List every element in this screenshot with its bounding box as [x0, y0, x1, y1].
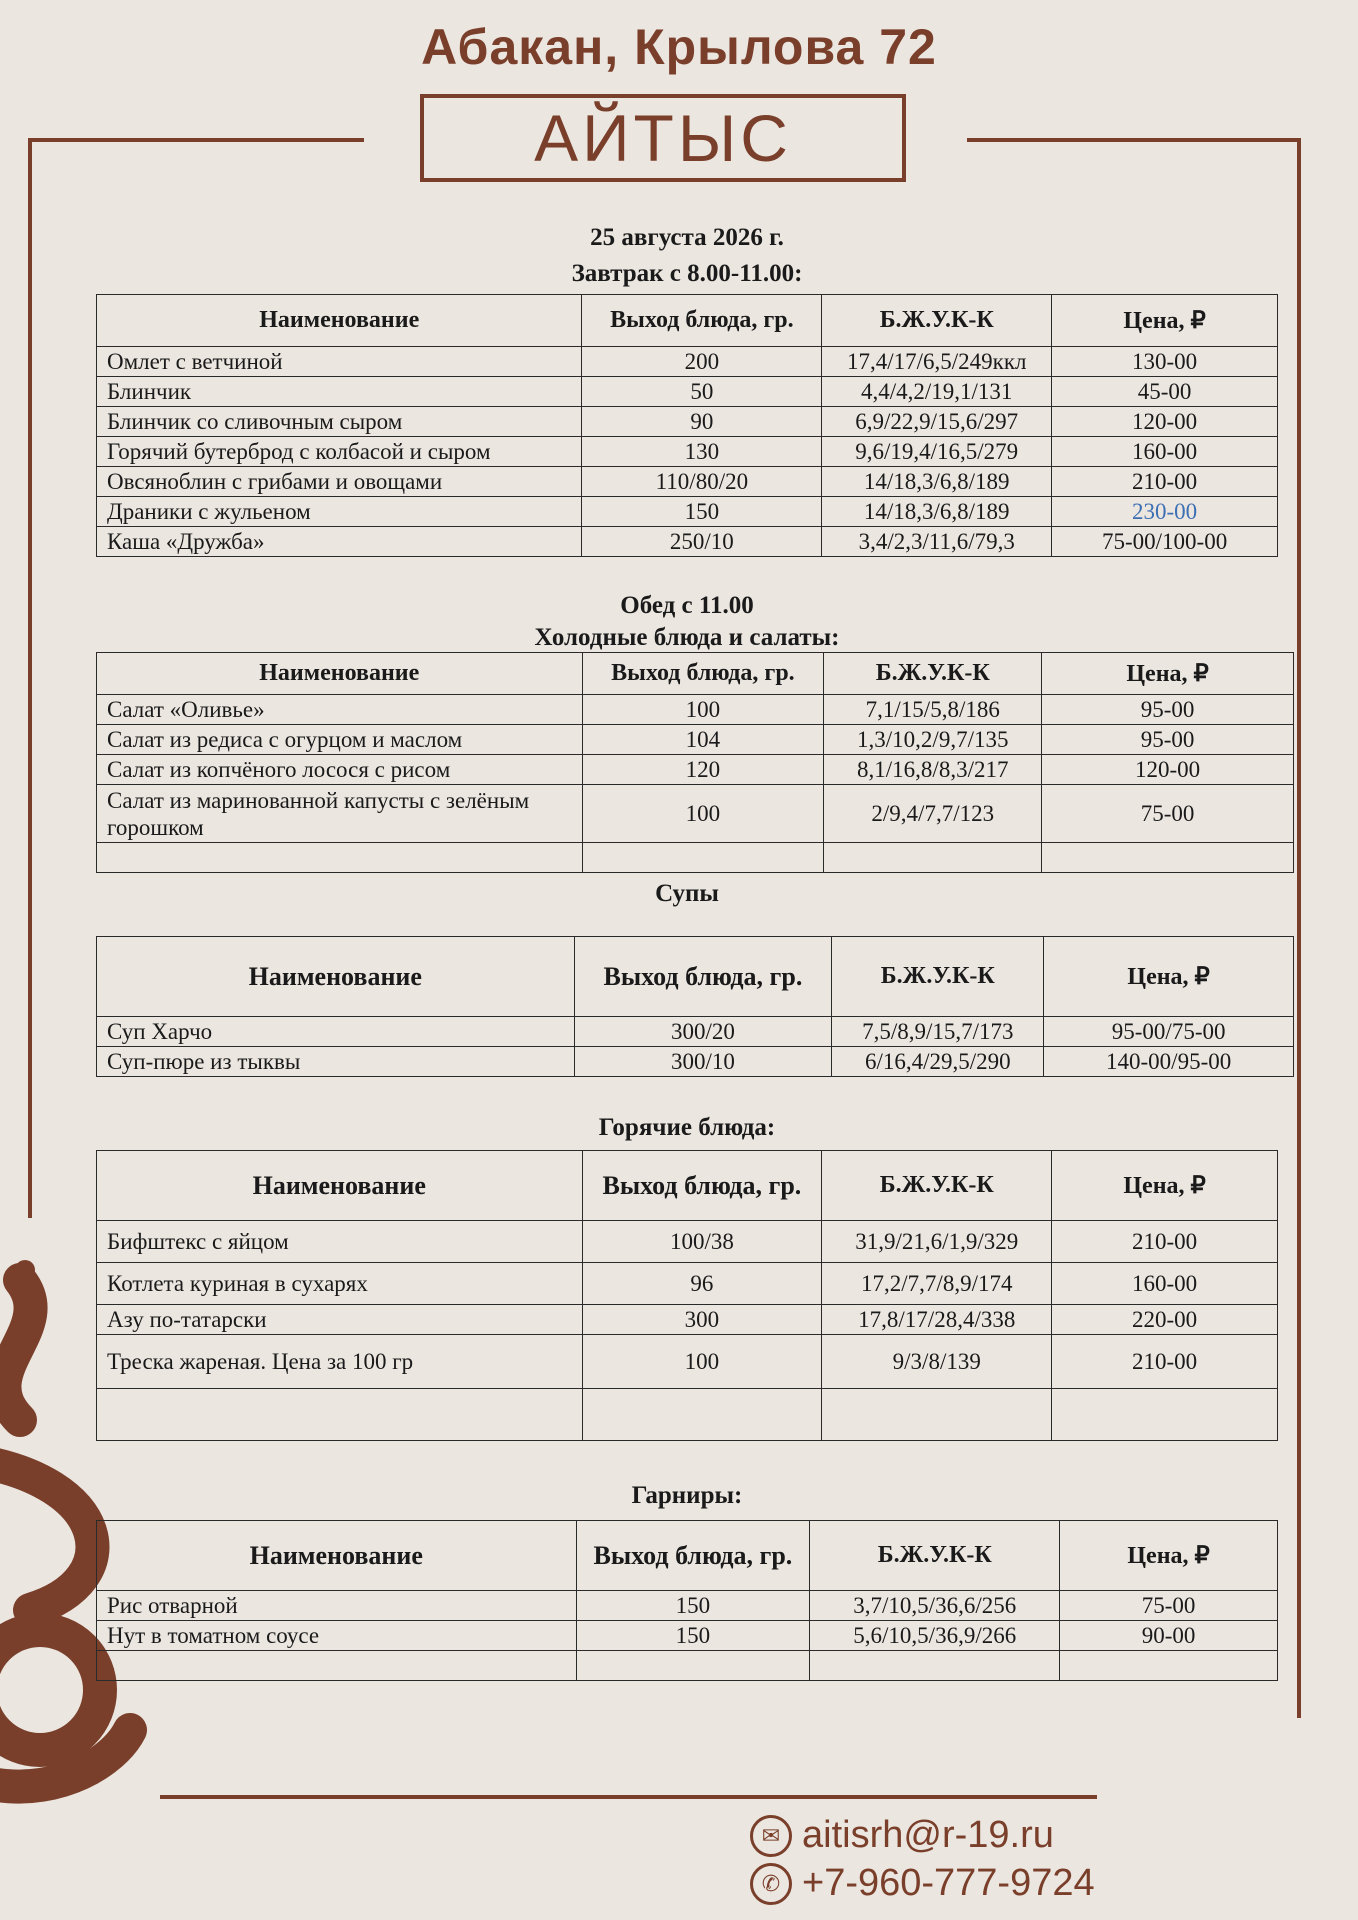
col-nutrition-header: Б.Ж.У.К-К — [810, 1521, 1060, 1591]
empty-row — [97, 1651, 1278, 1681]
col-name-header: Наименование — [97, 937, 575, 1017]
dish-weight: 96 — [582, 1263, 822, 1305]
dish-name: Суп-пюре из тыквы — [97, 1047, 575, 1077]
table-row — [97, 1263, 1278, 1305]
dish-nutrition: 9/3/8/139 — [822, 1335, 1052, 1389]
dish-nutrition: 1,3/10,2/9,7/135 — [824, 725, 1042, 755]
col-weight-header: Выход блюда, гр. — [582, 295, 822, 347]
dish-name: Горячий бутерброд с колбасой и сыром — [97, 437, 582, 467]
col-name-header: Наименование — [97, 1151, 583, 1221]
table-row — [97, 1221, 1278, 1263]
table-row — [97, 1335, 1278, 1389]
dish-weight: 150 — [582, 497, 822, 527]
dish-name: Омлет с ветчиной — [97, 347, 582, 377]
dish-price: 45-00 — [1052, 377, 1278, 407]
breakfast-title: Завтрак с 8.00-11.00: — [571, 260, 803, 287]
phone-icon: ✆ — [750, 1863, 792, 1905]
dish-price: 75-00 — [1060, 1591, 1278, 1621]
dish-name: Овсяноблин с грибами и овощами — [97, 467, 582, 497]
dish-price: 95-00 — [1042, 725, 1294, 755]
table-row — [97, 437, 1278, 467]
table-row — [97, 1591, 1278, 1621]
breakfast-table — [96, 294, 1278, 557]
dish-price: 75-00/100-00 — [1052, 527, 1278, 557]
table-row — [97, 785, 1294, 843]
phone-text: +7-960-777-9724 — [802, 1862, 1095, 1904]
frame-line-top-left — [28, 138, 364, 142]
col-nutrition-header: Б.Ж.У.К-К — [824, 653, 1042, 695]
col-weight-header: Выход блюда, гр. — [576, 1521, 810, 1591]
menu-date: 25 августа 2026 г. — [590, 224, 784, 251]
table-row — [97, 1305, 1278, 1335]
col-name-header: Наименование — [97, 653, 583, 695]
cold-dishes-title: Холодные блюда и салаты: — [534, 624, 840, 651]
table-row — [97, 377, 1278, 407]
col-name-header: Наименование — [97, 295, 582, 347]
dish-weight: 150 — [576, 1621, 810, 1651]
logo — [420, 94, 906, 182]
table-row — [97, 407, 1278, 437]
frame-line-bottom — [160, 1795, 1097, 1799]
soups-table — [96, 936, 1294, 1077]
dish-nutrition: 5,6/10,5/36,9/266 — [810, 1621, 1060, 1651]
dish-weight: 120 — [582, 755, 824, 785]
dish-price: 140-00/95-00 — [1044, 1047, 1294, 1077]
dish-name: Драники с жульеном — [97, 497, 582, 527]
dish-nutrition: 7,5/8,9/15,7/173 — [832, 1017, 1044, 1047]
col-price-header: Цена, ₽ — [1044, 937, 1294, 1017]
table-row — [97, 695, 1294, 725]
dish-nutrition: 17,4/17/6,5/249ккл — [822, 347, 1052, 377]
table-row — [97, 1017, 1294, 1047]
table-row — [97, 725, 1294, 755]
dish-name: Салат из копчёного лосося с рисом — [97, 755, 583, 785]
dish-weight: 90 — [582, 407, 822, 437]
table-row — [97, 1621, 1278, 1651]
envelope-icon: ✉ — [750, 1815, 792, 1857]
hot-dishes-title: Горячие блюда: — [598, 1114, 776, 1141]
dish-nutrition: 2/9,4/7,7/123 — [824, 785, 1042, 843]
dish-name: Салат из редиса с огурцом и маслом — [97, 725, 583, 755]
email-text: aitisrh@r-19.ru — [802, 1814, 1054, 1856]
col-nutrition-header: Б.Ж.У.К-К — [822, 295, 1052, 347]
col-price-header: Цена, ₽ — [1052, 295, 1278, 347]
dish-price: 160-00 — [1052, 437, 1278, 467]
dish-name: Бифштекс с яйцом — [97, 1221, 583, 1263]
dish-weight: 100/38 — [582, 1221, 822, 1263]
table-row — [97, 467, 1278, 497]
col-nutrition-header: Б.Ж.У.К-К — [822, 1151, 1052, 1221]
dish-price: 90-00 — [1060, 1621, 1278, 1651]
col-weight-header: Выход блюда, гр. — [574, 937, 832, 1017]
col-name-header: Наименование — [97, 1521, 577, 1591]
frame-line-left — [28, 138, 32, 1218]
dish-price: 75-00 — [1042, 785, 1294, 843]
dish-nutrition: 17,2/7,7/8,9/174 — [822, 1263, 1052, 1305]
dish-price: 220-00 — [1052, 1305, 1278, 1335]
dish-name: Рис отварной — [97, 1591, 577, 1621]
dish-weight: 300/20 — [574, 1017, 832, 1047]
dish-price: 95-00 — [1042, 695, 1294, 725]
col-price-header: Цена, ₽ — [1060, 1521, 1278, 1591]
dish-name: Салат «Оливье» — [97, 695, 583, 725]
table-row — [97, 347, 1278, 377]
dish-nutrition: 7,1/15/5,8/186 — [824, 695, 1042, 725]
dish-name: Треска жареная. Цена за 100 гр — [97, 1335, 583, 1389]
dish-nutrition: 3,7/10,5/36,6/256 — [810, 1591, 1060, 1621]
dish-nutrition: 14/18,3/6,8/189 — [822, 497, 1052, 527]
dish-nutrition: 4,4/4,2/19,1/131 — [822, 377, 1052, 407]
dish-price: 210-00 — [1052, 1221, 1278, 1263]
dish-weight: 130 — [582, 437, 822, 467]
hot-dishes-table — [96, 1150, 1278, 1441]
table-row — [97, 1047, 1294, 1077]
dish-weight: 50 — [582, 377, 822, 407]
dish-price: 120-00 — [1052, 407, 1278, 437]
logo-text: АЙТЫС — [534, 101, 792, 175]
dish-nutrition: 3,4/2,3/11,6/79,3 — [822, 527, 1052, 557]
dish-weight: 100 — [582, 785, 824, 843]
soups-title: Супы — [655, 880, 719, 907]
table-row — [97, 755, 1294, 785]
dish-nutrition: 8,1/16,8/8,3/217 — [824, 755, 1042, 785]
dish-weight: 104 — [582, 725, 824, 755]
dish-nutrition: 9,6/19,4/16,5/279 — [822, 437, 1052, 467]
phone-contact[interactable] — [750, 1862, 1095, 1905]
dish-weight: 250/10 — [582, 527, 822, 557]
dish-price: 160-00 — [1052, 1263, 1278, 1305]
dish-weight: 200 — [582, 347, 822, 377]
dish-price: 130-00 — [1052, 347, 1278, 377]
dish-nutrition: 6,9/22,9/15,6/297 — [822, 407, 1052, 437]
dish-nutrition: 14/18,3/6,8/189 — [822, 467, 1052, 497]
sides-table — [96, 1520, 1278, 1681]
dish-weight: 150 — [576, 1591, 810, 1621]
dish-name: Нут в томатном соусе — [97, 1621, 577, 1651]
sides-title: Гарниры: — [631, 1482, 743, 1509]
table-row — [97, 497, 1278, 527]
dish-nutrition: 17,8/17/28,4/338 — [822, 1305, 1052, 1335]
frame-line-top-right — [967, 138, 1301, 142]
city-address-heading: Абакан, Крылова 72 — [421, 19, 937, 75]
dish-name: Суп Харчо — [97, 1017, 575, 1047]
dish-nutrition: 31,9/21,6/1,9/329 — [822, 1221, 1052, 1263]
dish-name: Блинчик — [97, 377, 582, 407]
dish-price: 120-00 — [1042, 755, 1294, 785]
table-row — [97, 527, 1278, 557]
empty-row — [97, 1389, 1278, 1441]
dish-name: Каша «Дружба» — [97, 527, 582, 557]
col-weight-header: Выход блюда, гр. — [582, 653, 824, 695]
dish-name: Салат из маринованной капусты с зелёным горошком — [97, 785, 583, 843]
dish-weight: 100 — [582, 1335, 822, 1389]
dish-name: Котлета куриная в сухарях — [97, 1263, 583, 1305]
empty-row — [97, 843, 1294, 873]
dish-weight: 300/10 — [574, 1047, 832, 1077]
dish-weight: 300 — [582, 1305, 822, 1335]
dish-weight: 100 — [582, 695, 824, 725]
dish-price: 95-00/75-00 — [1044, 1017, 1294, 1047]
lunch-title: Обед с 11.00 — [620, 592, 754, 619]
dish-weight: 110/80/20 — [582, 467, 822, 497]
dish-price: 210-00 — [1052, 1335, 1278, 1389]
email-contact[interactable] — [750, 1814, 1054, 1857]
dish-price: 210-00 — [1052, 467, 1278, 497]
dish-name: Азу по-татарски — [97, 1305, 583, 1335]
frame-line-right — [1297, 138, 1301, 1718]
dish-name: Блинчик со сливочным сыром — [97, 407, 582, 437]
cold-dishes-table — [96, 652, 1294, 873]
dish-nutrition: 6/16,4/29,5/290 — [832, 1047, 1044, 1077]
col-price-header: Цена, ₽ — [1042, 653, 1294, 695]
col-weight-header: Выход блюда, гр. — [582, 1151, 822, 1221]
dish-price: 230-00 — [1052, 497, 1278, 527]
col-nutrition-header: Б.Ж.У.К-К — [832, 937, 1044, 1017]
col-price-header: Цена, ₽ — [1052, 1151, 1278, 1221]
